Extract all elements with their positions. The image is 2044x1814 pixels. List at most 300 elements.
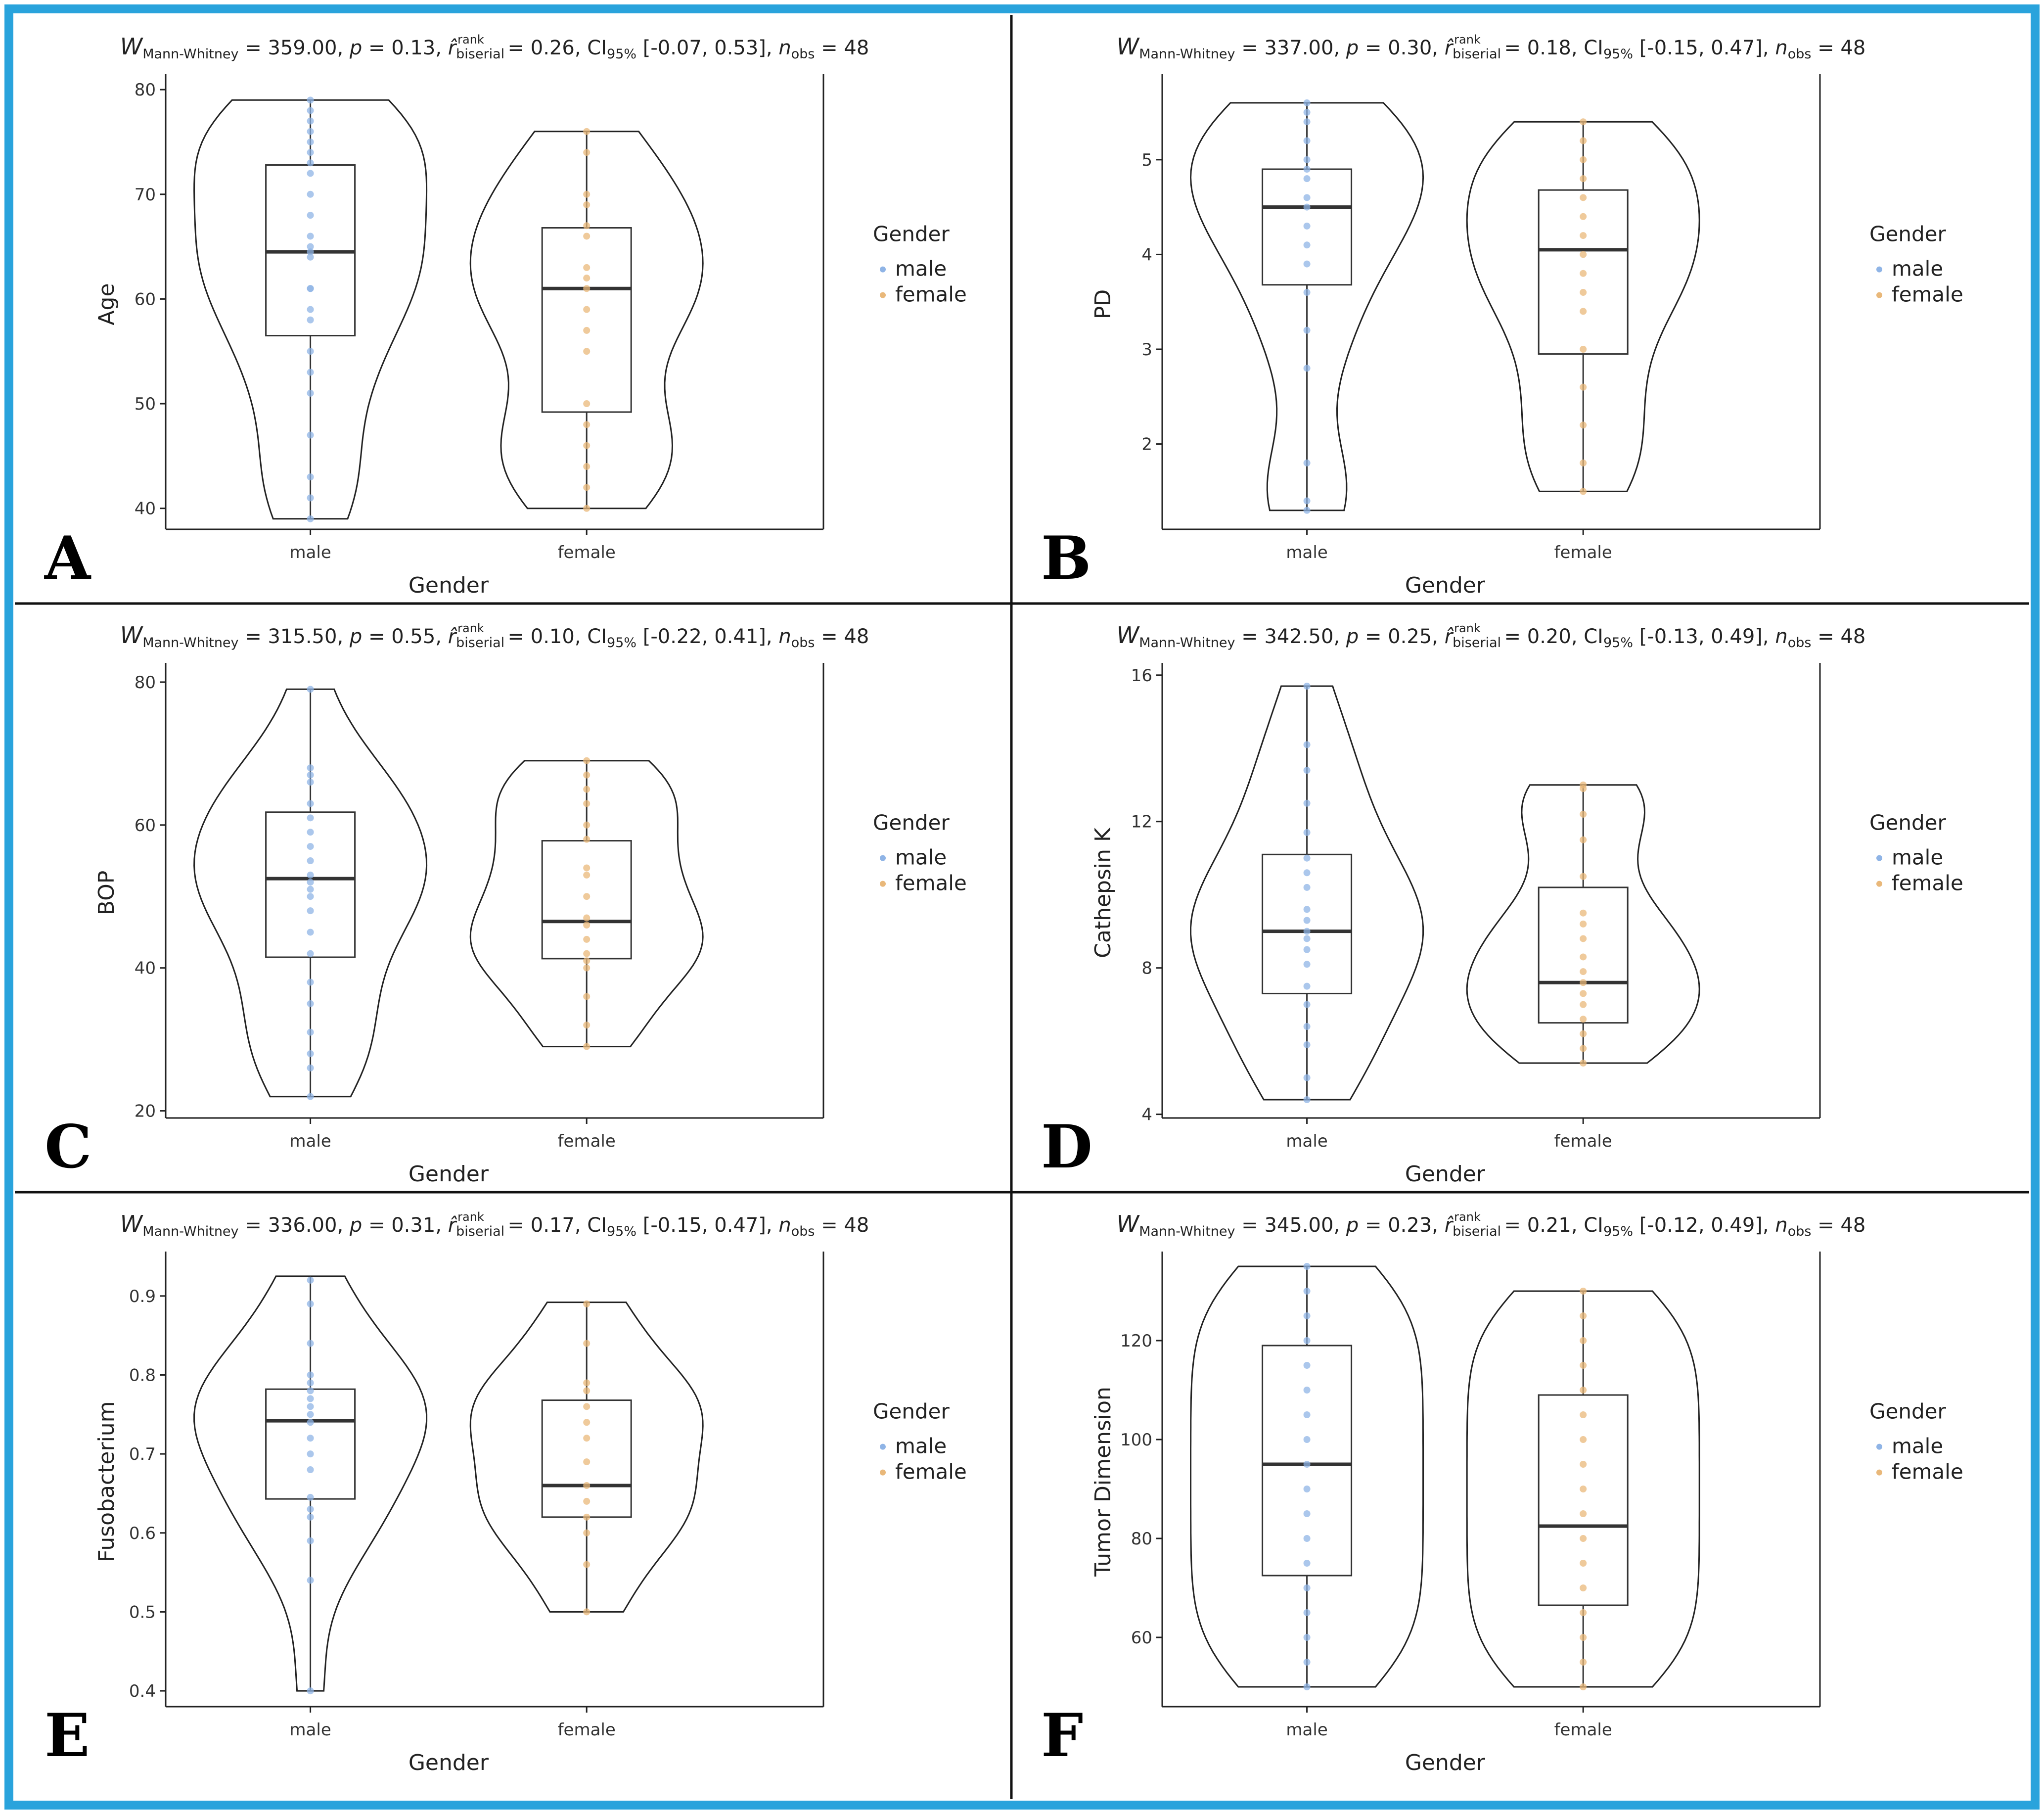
title-p-label: p [1346,37,1359,59]
y-axis-title: BOP [94,870,119,916]
data-point-female [583,400,590,407]
data-point-male [307,515,314,522]
data-point-female [1580,1060,1587,1067]
title-w-sub: Mann-Whitney [1139,47,1235,62]
title-n-value: = 48 [815,37,869,59]
data-point-female [583,864,590,871]
data-point-male [307,893,314,900]
data-point-female [1580,384,1587,391]
data-point-male [307,1093,314,1100]
data-point-female [1580,1609,1587,1616]
data-point-female [583,285,590,292]
x-tick-label: female [1554,543,1612,562]
panel-letter: A [45,523,91,593]
title-r-value: = 0.17, CI [501,1214,607,1237]
data-point-female [1580,232,1587,239]
y-axis-title: Tumor Dimension [1090,1387,1116,1577]
y-tick-label: 0.6 [129,1523,156,1543]
legend-label-male: male [895,1434,947,1458]
legend-label-male: male [895,845,947,870]
title-ci-value: [-0.15, 0.47], [1633,37,1775,59]
data-point-male [1304,1337,1311,1344]
title-w: W [120,33,143,60]
data-point-male [307,1506,314,1513]
data-point-male [307,369,314,376]
data-point-female [583,822,590,829]
legend-key-male [1876,1444,1882,1450]
data-point-male [1304,1609,1311,1616]
y-tick-label: 70 [134,185,156,205]
data-point-male [1304,138,1311,144]
data-point-female [583,1340,590,1347]
title-p-value: = 0.30, [1359,37,1445,59]
x-axis-title: Gender [1405,1750,1485,1775]
legend-title: Gender [873,1399,950,1424]
data-point-female [1580,935,1587,942]
panel-letter: D [1041,1112,1093,1182]
y-axis-title: Fusobacterium [94,1401,119,1562]
data-point-male [1304,1659,1311,1666]
data-point-male [307,843,314,850]
legend-key-female [1876,1470,1882,1476]
title-w: W [1116,1210,1139,1237]
legend-title: Gender [873,810,950,835]
data-point-male [1304,1023,1311,1030]
title-r-label: r̂ [448,625,456,648]
title-p-label: p [1346,625,1359,648]
data-point-male [307,1419,314,1426]
data-point-male [1304,498,1311,505]
legend-key-female [880,292,886,298]
data-point-male [307,306,314,313]
data-point-male [307,285,314,292]
legend-key-female [1876,292,1882,298]
x-tick-label: female [557,1720,616,1740]
data-point-female [1580,1411,1587,1418]
data-point-female [1580,910,1587,917]
title-stat: = 342.50, [1235,625,1346,648]
title-r-sub: biserial [456,1224,505,1239]
y-tick-label: 0.9 [129,1286,156,1306]
data-point-male [1304,289,1311,296]
data-point-male [307,432,314,439]
title-ci-sub: 95% [606,635,636,651]
title-r-sup: rank [1454,1210,1481,1224]
data-point-female [1580,289,1587,296]
data-point-female [583,957,590,964]
data-point-female [583,1514,590,1521]
data-point-female [1580,308,1587,315]
data-point-male [1304,223,1311,230]
y-tick-label: 20 [134,1101,156,1121]
data-point-male [1304,683,1311,690]
title-ci-value: [-0.12, 0.49], [1633,1214,1775,1237]
data-point-female [1580,1510,1587,1517]
data-point-female [1580,175,1587,182]
data-point-male [1304,241,1311,248]
data-point-male [1304,961,1311,968]
title-n-sub: obs [791,635,815,651]
data-point-female [583,922,590,929]
title-r-sub: biserial [456,635,505,651]
title-r-sub: biserial [1453,635,1501,651]
data-point-female [1580,1362,1587,1369]
legend-label-female: female [895,871,967,895]
title-r-sup: rank [1454,33,1481,47]
y-tick-label: 8 [1141,958,1152,978]
data-point-female [583,1022,590,1028]
data-point-female [583,1530,590,1536]
data-point-male [1304,194,1311,201]
title-ci-value: [-0.13, 0.49], [1633,625,1775,648]
legend-label-female: female [1892,282,1963,307]
title-p-value: = 0.55, [362,625,448,648]
data-point-female [583,836,590,843]
data-point-female [583,505,590,512]
legend-key-female [880,1470,886,1476]
title-n-sub: obs [791,1224,815,1239]
data-point-male [1304,204,1311,211]
data-point-female [1580,270,1587,277]
x-axis-title: Gender [1405,1162,1485,1187]
data-point-male [307,390,314,397]
title-r-sub: biserial [1453,47,1501,62]
x-axis-title: Gender [408,1162,489,1187]
title-r-sup: rank [457,1210,484,1224]
data-point-male [307,191,314,198]
y-tick-label: 12 [1131,812,1152,832]
legend-title: Gender [1869,1399,1946,1424]
data-point-male [307,1050,314,1057]
title-p-label: p [349,1214,363,1237]
data-point-female [583,1301,590,1307]
data-point-male [1304,166,1311,173]
title-r-label: r̂ [448,1214,456,1237]
title-ci-value: [-0.15, 0.47], [636,1214,779,1237]
data-point-female [583,201,590,208]
data-point-male [307,317,314,324]
data-point-female [583,191,590,198]
title-w-sub: Mann-Whitney [142,1224,239,1239]
data-point-female [583,1498,590,1505]
data-point-male [307,1494,314,1501]
data-point-female [1580,1560,1587,1567]
x-tick-label: male [1286,543,1328,562]
data-point-female [1580,1312,1587,1319]
data-point-male [307,1403,314,1410]
data-point-male [307,1411,314,1418]
title-w-sub: Mann-Whitney [1139,1224,1235,1239]
data-point-female [1580,1659,1587,1666]
data-point-male [1304,109,1311,116]
data-point-female [583,800,590,807]
data-point-male [307,800,314,807]
y-tick-label: 0.4 [129,1681,156,1702]
data-point-female [1580,1030,1587,1037]
data-point-female [583,128,590,135]
data-point-female [1580,1461,1587,1468]
data-point-female [583,348,590,355]
data-point-female [583,1561,590,1568]
data-point-male [307,1514,314,1521]
title-stat: = 359.00, [238,37,350,59]
data-point-female [583,1379,590,1386]
title-n-sub: obs [1787,635,1812,651]
data-point-female [583,149,590,156]
title-ci-sub: 95% [1603,47,1633,62]
title-ci-sub: 95% [1603,1224,1633,1239]
title-p-label: p [1346,1214,1359,1237]
legend-key-male [880,855,886,861]
data-point-male [307,118,314,125]
data-point-male [1304,1584,1311,1591]
data-point-male [307,149,314,156]
title-w: W [1116,33,1139,60]
legend-label-male: male [895,256,947,281]
data-point-male [307,886,314,893]
data-point-female [583,936,590,943]
data-point-female [1580,1016,1587,1023]
data-point-male [1304,946,1311,953]
data-point-male [307,243,314,250]
title-r-sup: rank [1454,621,1481,635]
data-point-male [307,772,314,779]
y-tick-label: 60 [134,815,156,836]
title-n-label: n [778,1214,791,1237]
data-point-male [1304,1312,1311,1319]
title-n-label: n [1775,625,1788,648]
data-point-male [1304,1486,1311,1492]
data-point-female [1580,873,1587,880]
panel-letter: E [45,1701,90,1770]
legend-key-female [1876,881,1882,887]
title-r-label: r̂ [448,37,456,59]
data-point-female [1580,156,1587,163]
title-n-value: = 48 [815,625,869,648]
data-point-female [1580,968,1587,975]
data-point-female [583,915,590,922]
x-tick-label: female [557,1131,616,1151]
data-point-male [1304,1001,1311,1008]
data-point-male [307,1466,314,1473]
data-point-female [1580,1436,1587,1443]
panel-letter: F [1041,1701,1084,1770]
data-point-female [1580,194,1587,201]
data-point-male [1304,1510,1311,1517]
data-point-male [1304,327,1311,334]
legend-title: Gender [1869,222,1946,246]
title-n-sub: obs [791,47,815,62]
title-n-label: n [1775,1214,1788,1237]
data-point-male [307,829,314,836]
data-point-male [307,929,314,935]
title-ci-sub: 95% [1603,635,1633,651]
y-tick-label: 0.8 [129,1365,156,1386]
y-axis-title: PD [1090,289,1116,320]
y-tick-label: 60 [1131,1628,1152,1648]
data-point-male [1304,884,1311,891]
data-point-female [1580,1337,1587,1344]
data-point-male [307,1395,314,1402]
title-w: W [120,1210,143,1237]
x-axis-title: Gender [1405,573,1485,598]
data-point-female [1580,1486,1587,1492]
data-point-male [1304,1634,1311,1641]
data-point-female [1580,118,1587,125]
data-point-male [1304,741,1311,748]
title-w: W [120,622,143,649]
panel-letter: B [1041,523,1091,593]
data-point-male [1304,460,1311,466]
data-point-male [1304,800,1311,807]
title-r-sup: rank [457,33,484,47]
data-point-male [307,139,314,145]
title-ci-sub: 95% [606,1224,636,1239]
data-point-female [583,757,590,764]
data-point-male [307,159,314,166]
data-point-female [1580,1584,1587,1591]
data-point-female [583,264,590,271]
data-point-male [307,814,314,821]
box-female [542,228,631,412]
data-point-male [1304,855,1311,862]
data-point-male [307,233,314,239]
data-point-male [1304,1096,1311,1103]
data-point-female [583,1419,590,1426]
data-point-female [1580,782,1587,789]
legend-label-female: female [895,1459,967,1484]
data-point-female [1580,1634,1587,1641]
data-point-male [307,1387,314,1394]
title-r-sup: rank [457,621,484,635]
data-point-male [307,879,314,885]
data-point-female [583,786,590,793]
data-point-female [583,872,590,879]
data-point-female [1580,837,1587,843]
data-point-male [1304,261,1311,268]
data-point-male [307,348,314,355]
data-point-female [583,327,590,334]
data-point-female [583,484,590,491]
data-point-male [307,96,314,103]
data-point-female [583,306,590,313]
title-n-value: = 48 [1811,37,1866,59]
legend-title: Gender [1869,810,1946,835]
data-point-female [1580,138,1587,144]
data-point-male [307,473,314,480]
title-stat: = 315.50, [238,625,350,648]
y-tick-label: 4 [1141,245,1152,265]
data-point-female [583,421,590,428]
data-point-male [1304,1683,1311,1690]
title-r-sub: biserial [1453,1224,1501,1239]
data-point-male [1304,118,1311,125]
data-point-male [307,1379,314,1386]
y-tick-label: 60 [134,289,156,310]
data-point-female [583,893,590,900]
data-point-female [583,1608,590,1615]
data-point-male [307,907,314,914]
legend-label-female: female [1892,1459,1963,1484]
data-point-male [307,1065,314,1071]
data-point-male [1304,1535,1311,1542]
title-p-label: p [349,37,363,59]
data-point-female [1580,1045,1587,1052]
data-point-male [1304,99,1311,106]
data-point-male [307,1435,314,1442]
title-r-value: = 0.10, CI [501,625,607,648]
data-point-male [1304,1263,1311,1270]
data-point-male [307,107,314,114]
data-point-male [1304,175,1311,182]
data-point-male [1304,1041,1311,1048]
data-point-female [583,772,590,779]
title-n-value: = 48 [1811,1214,1866,1237]
data-point-male [1304,1436,1311,1443]
y-tick-label: 3 [1141,340,1152,360]
legend-key-male [1876,855,1882,861]
y-tick-label: 16 [1131,665,1152,686]
title-n-label: n [1775,37,1788,59]
y-tick-label: 50 [134,394,156,415]
y-tick-label: 4 [1141,1105,1152,1125]
data-point-male [1304,156,1311,163]
title-w: W [1116,622,1139,649]
x-tick-label: male [289,543,331,562]
title-p-value: = 0.23, [1359,1214,1445,1237]
y-tick-label: 80 [134,672,156,693]
data-point-female [583,1403,590,1410]
data-point-male [1304,1387,1311,1394]
data-point-male [1304,767,1311,774]
data-point-female [1580,488,1587,495]
legend-label-male: male [1892,845,1944,870]
data-point-male [1304,829,1311,836]
title-r-sub: biserial [456,47,505,62]
legend-key-male [880,1444,886,1450]
x-tick-label: female [557,543,616,562]
title-r-value: = 0.21, CI [1498,1214,1603,1237]
legend-title: Gender [873,222,950,246]
x-tick-label: male [1286,1131,1328,1151]
title-n-value: = 48 [815,1214,869,1237]
y-tick-label: 0.7 [129,1444,156,1465]
data-point-male [1304,906,1311,913]
data-point-male [307,764,314,771]
data-point-male [307,1371,314,1378]
title-n-sub: obs [1787,1224,1812,1239]
legend-label-female: female [895,282,967,307]
y-axis-title: Cathepsin K [1090,828,1116,958]
data-point-female [1580,1683,1587,1690]
data-point-female [1580,421,1587,428]
title-n-label: n [778,625,791,648]
data-point-female [583,950,590,957]
data-point-male [1304,1411,1311,1418]
title-stat: = 337.00, [1235,37,1346,59]
data-point-male [307,1687,314,1694]
x-tick-label: male [1286,1720,1328,1740]
title-r-value: = 0.18, CI [1498,37,1603,59]
y-tick-label: 0.5 [129,1602,156,1623]
data-point-male [307,1340,314,1347]
data-point-male [1304,1560,1311,1567]
title-n-sub: obs [1787,47,1812,62]
title-w-sub: Mann-Whitney [142,47,239,62]
data-point-female [1580,251,1587,258]
data-point-female [1580,1288,1587,1295]
data-point-male [1304,928,1311,935]
